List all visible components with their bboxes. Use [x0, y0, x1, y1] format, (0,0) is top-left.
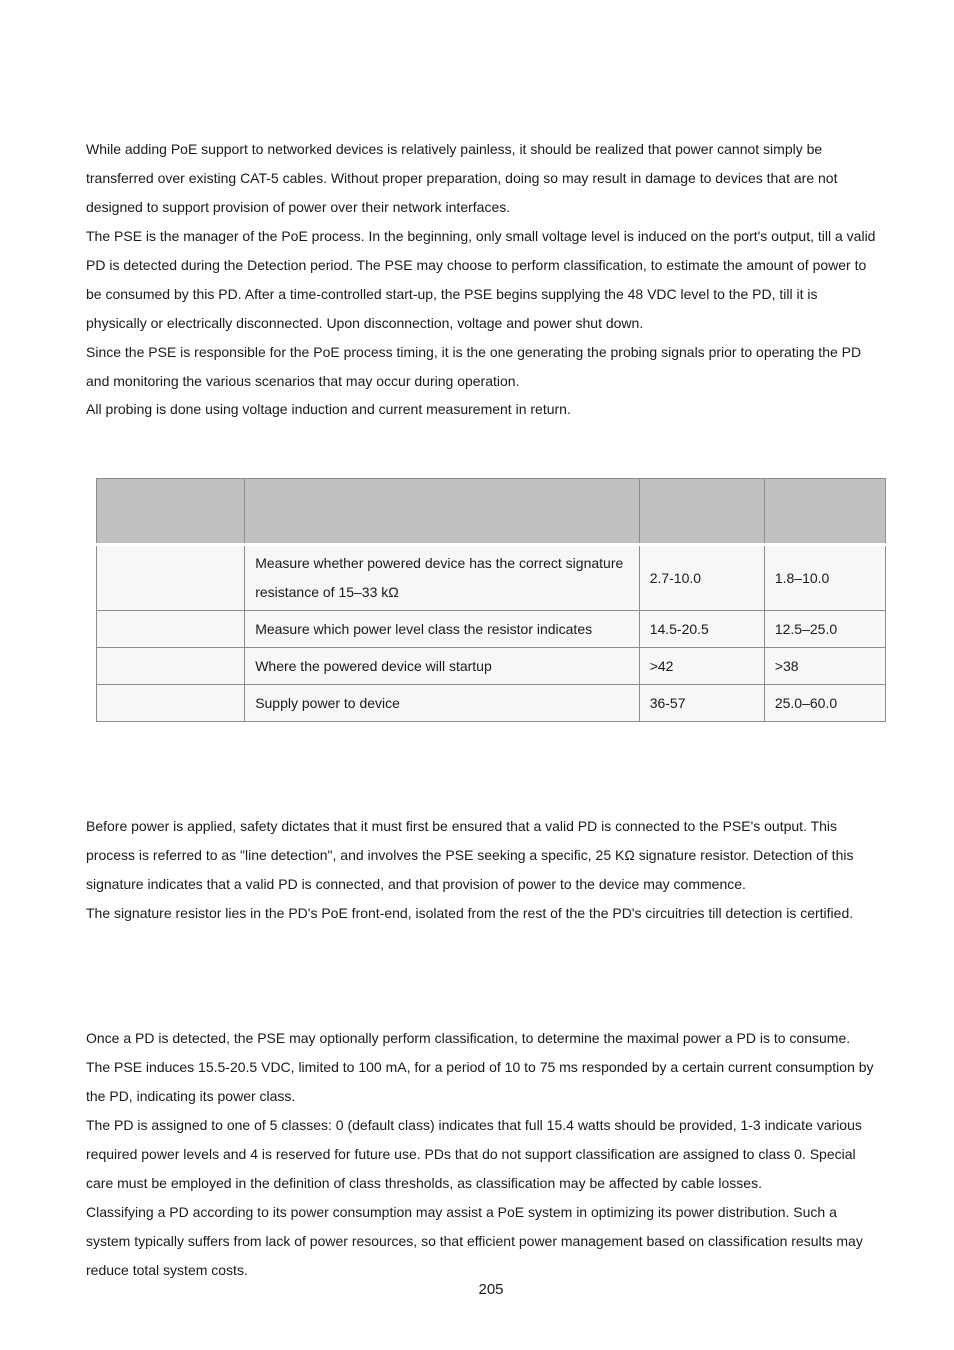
voltage-cell: 2.7-10.0	[639, 545, 764, 611]
voltage-cell: 25.0–60.0	[764, 685, 885, 722]
action-cell: Measure whether powered device has the correct signature resistance of 15–33 kΩ	[245, 545, 640, 611]
voltage-cell: >42	[639, 648, 764, 685]
stage-cell	[97, 685, 245, 722]
action-cell: Supply power to device	[245, 685, 640, 722]
action-cell: Where the powered device will startup	[245, 648, 640, 685]
intro-paragraph-2: The PSE is the manager of the PoE process. In the beginning, only small voltage level is induced on the port's output, till a valid PD is detected during the Detection period. The PSE may choose to perform classification, to estimate the amount of power to be consumed by this PD. After a time-controlled start-up, the PSE begins supplying the 48 VDC level to the PD, till it is physically or electrically disconnected. Upon disconnection, voltage and power shut down.	[86, 228, 876, 331]
action-cell: Measure which power level class the resistor indicates	[245, 611, 640, 648]
stage-cell	[97, 648, 245, 685]
table-header-cell	[764, 479, 885, 545]
table-row	[97, 648, 886, 685]
poe-stages-table	[96, 478, 886, 722]
classification-paragraph-2: The PD is assigned to one of 5 classes: 0 (default class) indicates that full 15.4 watts should be provided, 1-3 indicate various required power levels and 4 is reserved for future use. PDs that do not support classification are assigned to class 0. Special care must be employed in the definition of class thresholds, as classification may be affected by cable losses.	[86, 1117, 862, 1191]
intro-paragraph-3: Since the PSE is responsible for the PoE process timing, it is the one generating the probing signals prior to operating the PD and monitoring the various scenarios that may occur during operation.	[86, 344, 862, 389]
voltage-cell: 36-57	[639, 685, 764, 722]
detection-paragraph-2: The signature resistor lies in the PD's PoE front-end, isolated from the rest of the the PD's circuitries till detection is certified.	[86, 905, 854, 921]
table-row	[97, 545, 886, 611]
voltage-cell: 12.5–25.0	[764, 611, 885, 648]
voltage-cell: >38	[764, 648, 885, 685]
stage-cell	[97, 611, 245, 648]
intro-paragraph-1: While adding PoE support to networked devices is relatively painless, it should be realized that power cannot simply be transferred over existing CAT-5 cables. Without proper preparation, doing so may result in damage to devices that are not designed to support provision of power over their network interfaces.	[86, 141, 838, 215]
table-header-cell	[639, 479, 764, 545]
intro-section	[86, 135, 876, 422]
table-header-row	[97, 479, 886, 545]
classification-section	[86, 1024, 876, 1285]
stage-cell	[97, 545, 245, 611]
classification-paragraph-1: Once a PD is detected, the PSE may optionally perform classification, to determine the maximal power a PD is to consume. The PSE induces 15.5-20.5 VDC, limited to 100 mA, for a period of 10 to 75 ms responded by a certain current consumption by the PD, indicating its power class.	[86, 1030, 874, 1104]
table-row	[97, 685, 886, 722]
table-row	[97, 611, 886, 648]
voltage-cell: 1.8–10.0	[764, 545, 885, 611]
detection-paragraph-1: Before power is applied, safety dictates that it must first be ensured that a valid PD is connected to the PSE's output. This process is referred to as "line detection", and involves the PSE seeking a specific, 25 KΩ signature resistor. Detection of this signature indicates that a valid PD is connected, and that provision of power to the device may commence.	[86, 818, 854, 892]
intro-paragraph-4: All probing is done using voltage induction and current measurement in return.	[86, 401, 571, 417]
page-number: 205	[478, 1281, 504, 1298]
classification-paragraph-3: Classifying a PD according to its power consumption may assist a PoE system in optimizing its power distribution. Such a system typically suffers from lack of power resources, so that efficient power management based on classification results may reduce total system costs.	[86, 1204, 863, 1278]
table-header-cell	[97, 479, 245, 545]
detection-section	[86, 812, 876, 928]
voltage-cell: 14.5-20.5	[639, 611, 764, 648]
table-header-cell	[245, 479, 640, 545]
